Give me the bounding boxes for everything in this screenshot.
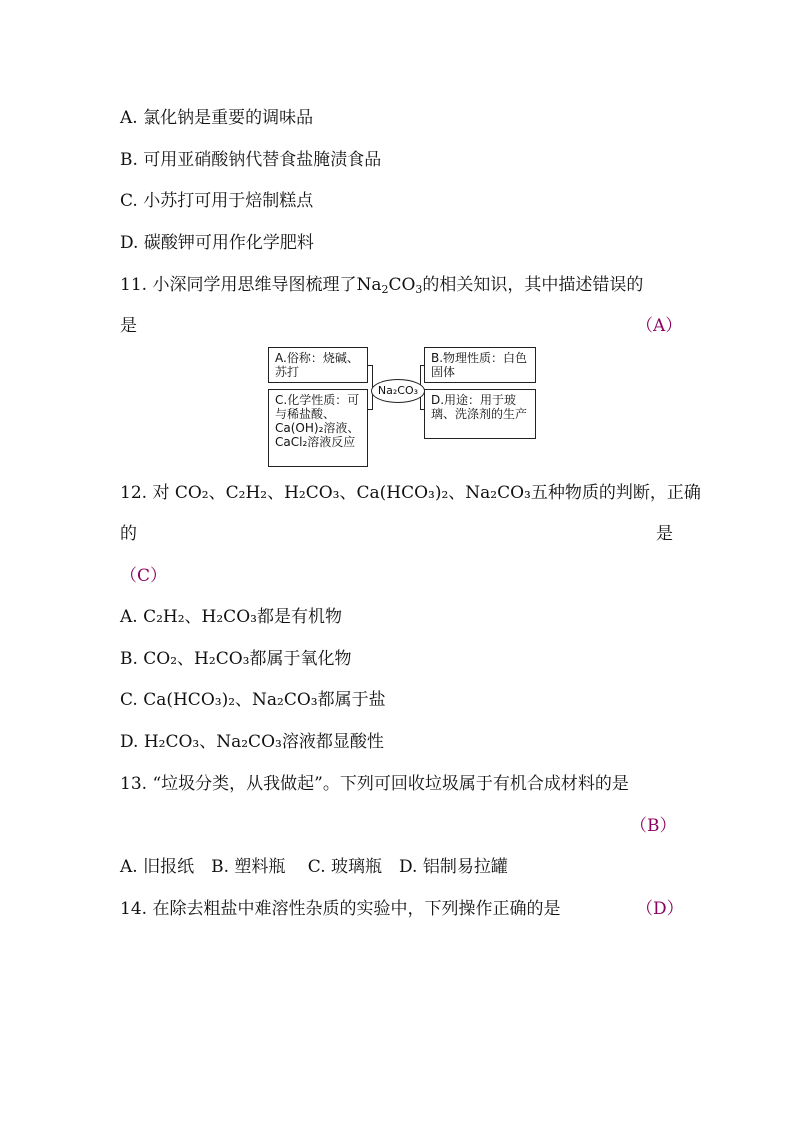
q11-number: 11.	[120, 275, 148, 295]
q11-answer: （A）	[636, 316, 683, 336]
q12-stem-line2-left: 的	[120, 524, 137, 544]
q12-answer: （C）	[120, 566, 168, 586]
q12-stem-line2-right: 是	[656, 524, 673, 544]
q10-option-c: C. 小苏打可用于焙制糕点	[120, 191, 314, 211]
q12-option-a: A. C₂H₂、H₂CO₃都是有机物	[120, 607, 342, 627]
q12-option-c: C. Ca(HCO₃)₂、Na₂CO₃都属于盐	[120, 690, 386, 710]
q11-text-before: 小深同学用思维导图梳理了	[152, 275, 357, 295]
q11-stem	[120, 274, 643, 296]
q11-text-after: 的相关知识，其中描述错误的	[422, 275, 644, 295]
mind-map-box-c: C.化学性质：可与稀盐酸、Ca(OH)₂溶液、CaCl₂溶液反应	[268, 389, 368, 467]
q10-option-b: B. 可用亚硝酸钠代替食盐腌渍食品	[120, 150, 382, 170]
mind-map-center: Na₂CO₃	[371, 379, 425, 403]
q12-number: 12.	[120, 483, 148, 503]
q14-answer: （D）	[636, 899, 684, 919]
mind-map-box-d: D.用途：用于玻璃、洗涤剂的生产	[424, 389, 536, 439]
na2co3-mind-map	[268, 347, 538, 469]
q13-stem: 13. “垃圾分类，从我做起”。下列可回收垃圾属于有机合成材料的是	[120, 774, 629, 794]
q12-stem	[120, 482, 701, 504]
q14-stem: 14. 在除去粗盐中难溶性杂质的实验中，下列操作正确的是	[120, 899, 561, 919]
q10-option-d: D. 碳酸钾可用作化学肥料	[120, 233, 314, 253]
q10-option-a: A. 氯化钠是重要的调味品	[120, 108, 314, 128]
q12-option-b: B. CO₂、H₂CO₃都属于氧化物	[120, 649, 352, 669]
mind-map-box-a: A.俗称：烧碱、苏打	[268, 347, 368, 383]
q11-formula: $Na_2CO_3$	[356, 275, 423, 296]
q11-stem-line2: 是	[120, 316, 137, 336]
q13-options: A. 旧报纸 B. 塑料瓶 C. 玻璃瓶 D. 铝制易拉罐	[120, 857, 508, 877]
q12-stem-text: 对 CO₂、C₂H₂、H₂CO₃、Ca(HCO₃)₂、Na₂CO₃五种物质的判断，正确	[152, 483, 701, 503]
q13-answer: （B）	[630, 816, 677, 836]
mind-map-box-b: B.物理性质：白色固体	[424, 347, 536, 383]
q12-option-d: D. H₂CO₃、Na₂CO₃溶液都显酸性	[120, 732, 384, 752]
